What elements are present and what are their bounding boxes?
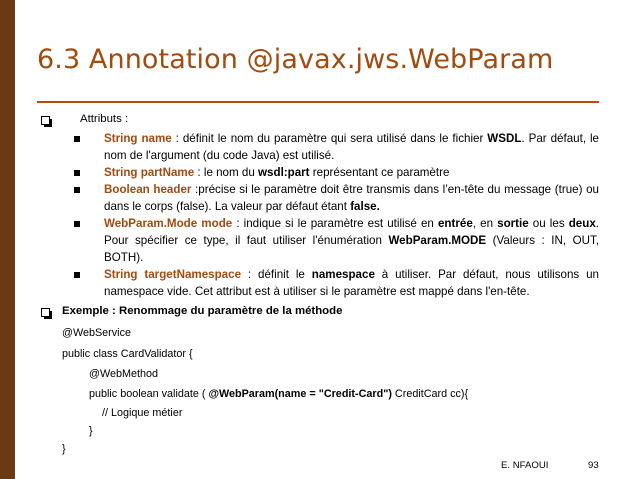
attribute-item bbox=[104, 266, 599, 300]
example-heading: Exemple : Renommage du paramètre de la méthode bbox=[62, 305, 343, 317]
bullet-icon bbox=[74, 187, 80, 193]
description-text: : le nom du bbox=[194, 166, 259, 179]
square-bullet-icon bbox=[41, 308, 50, 317]
emphasis-text: namespace bbox=[311, 268, 375, 281]
attribute-name: Boolean header bbox=[104, 183, 192, 196]
description-text: ou les bbox=[528, 217, 569, 230]
code-annotation: @WebParam(name = "Credit-Card") bbox=[208, 388, 392, 400]
code-line bbox=[89, 388, 468, 400]
attributes-intro: Attributs : bbox=[80, 113, 129, 125]
description-text: . Par défaut, le nom de l'argument (du code Java) est utilisé. bbox=[104, 132, 600, 162]
attribute-name: String targetNamespace bbox=[104, 268, 242, 281]
bullet-icon bbox=[74, 272, 80, 278]
description-text: : définit le bbox=[241, 268, 312, 281]
left-sidebar-bar bbox=[0, 0, 15, 479]
attribute-name: String partName bbox=[104, 166, 195, 179]
description-text: , en bbox=[472, 217, 498, 230]
page-number: 93 bbox=[588, 460, 599, 471]
code-text: CreditCard cc){ bbox=[391, 388, 469, 400]
slide-title: 6.3 Annotation @javax.jws.WebParam bbox=[37, 44, 554, 75]
emphasis-text: sortie bbox=[497, 217, 529, 230]
attribute-item bbox=[104, 181, 599, 215]
code-line: @WebService bbox=[62, 327, 131, 339]
emphasis-text: deux bbox=[568, 217, 596, 230]
attribute-name: String name bbox=[104, 132, 172, 145]
emphasis-text: wsdl:part bbox=[258, 166, 310, 179]
description-text: : définit le nom du paramètre qui sera utilisé dans le fichier bbox=[171, 132, 488, 145]
square-bullet-icon bbox=[41, 116, 50, 125]
description-text: :précise si le paramètre doit être transmis dans l’en-tête du message (true) ou dans le corps (false). La valeur par défaut étant bbox=[104, 183, 599, 213]
emphasis-text: entrée bbox=[437, 217, 473, 230]
attribute-item bbox=[104, 130, 599, 164]
description-text: à utiliser. Par défaut, nous utilisons un namespace vide. Cet attribut est à utiliser si le paramètre est mappé dans l'en-tête. bbox=[104, 268, 599, 298]
code-line: public class CardValidator { bbox=[62, 348, 193, 360]
description-text: représentant ce paramètre bbox=[309, 166, 450, 179]
code-text: public boolean validate ( bbox=[89, 388, 209, 400]
emphasis-text: WebParam.MODE bbox=[388, 234, 487, 247]
title-underline bbox=[37, 101, 599, 103]
bullet-icon bbox=[74, 170, 80, 176]
attribute-name: WebParam.Mode mode bbox=[104, 217, 233, 230]
description-text: . Pour spécifier ce type, il faut utiliser l'énumération bbox=[104, 217, 600, 247]
attribute-item bbox=[104, 164, 599, 181]
attribute-item bbox=[104, 215, 599, 266]
footer-author: E. NFAOUI bbox=[501, 460, 549, 471]
bullet-icon bbox=[74, 221, 80, 227]
bullet-icon bbox=[74, 136, 80, 142]
code-line: } bbox=[89, 425, 93, 437]
code-comment: // Logique métier bbox=[102, 407, 183, 419]
code-line: @WebMethod bbox=[89, 368, 158, 380]
emphasis-text: WSDL bbox=[487, 132, 522, 145]
description-text: : indique si le paramètre est utilisé en bbox=[232, 217, 438, 230]
code-line: } bbox=[62, 443, 66, 455]
description-text: (Valeurs : IN, OUT, BOTH). bbox=[104, 234, 599, 264]
emphasis-text: false. bbox=[350, 200, 380, 213]
